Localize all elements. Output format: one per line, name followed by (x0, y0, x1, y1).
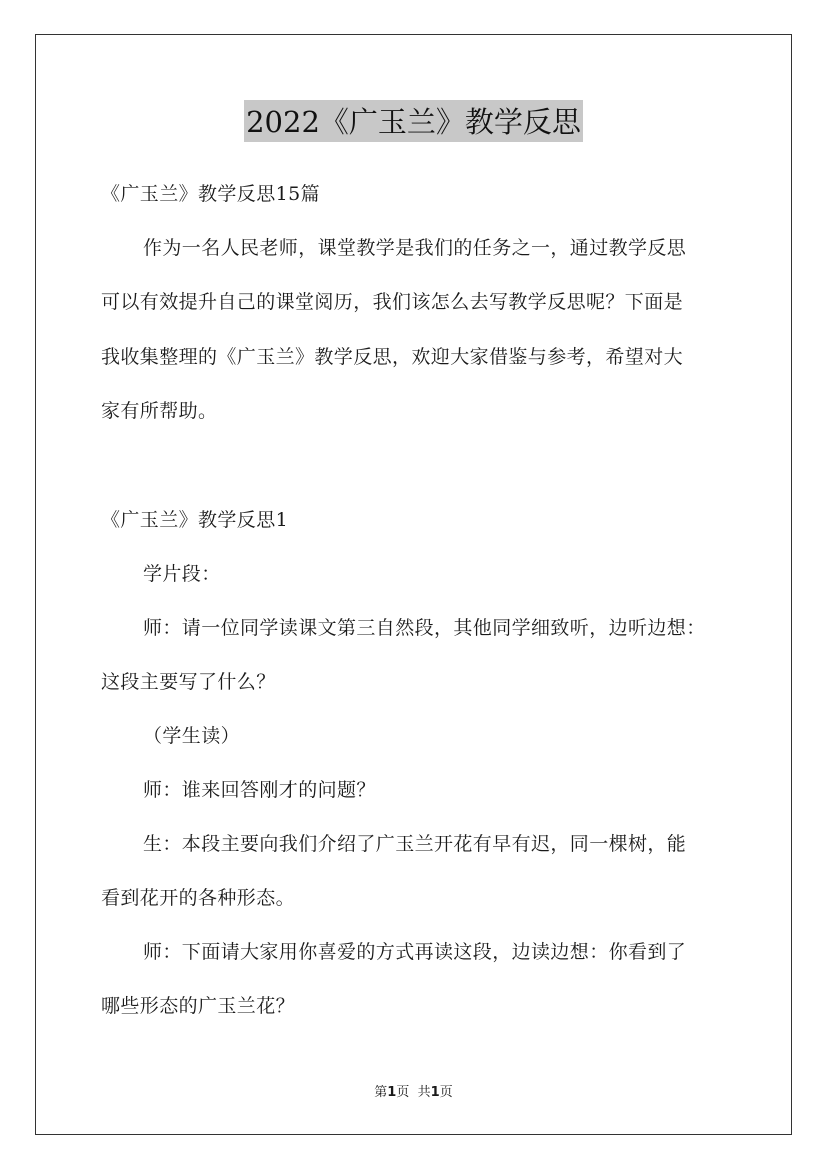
footer-total-unit: 页 (439, 1085, 453, 1100)
body-line: （学生读） (143, 725, 241, 747)
subtitle: 《广玉兰》教学反思15篇 (101, 183, 320, 205)
footer-total-number: 1 (430, 1085, 440, 1100)
body-line: 哪些形态的广玉兰花？ (101, 995, 296, 1017)
document-title (0, 100, 827, 144)
body-line: 师：下面请大家用你喜爱的方式再读这段，边读边想：你看到了 (143, 941, 687, 963)
footer-page-number: 1 (387, 1085, 397, 1100)
footer-page-unit: 页 (396, 1085, 410, 1100)
body-line: 师：谁来回答刚才的问题？ (143, 779, 376, 801)
section-heading: 《广玉兰》教学反思1 (101, 509, 289, 531)
intro-line: 家有所帮助。 (101, 400, 218, 422)
body-line: 这段主要写了什么？ (101, 671, 276, 693)
intro-line: 我收集整理的《广玉兰》教学反思，欢迎大家借鉴与参考，希望对大 (101, 346, 684, 368)
page-footer (0, 1085, 827, 1101)
body-line: 师：请一位同学读课文第三自然段，其他同学细致听，边听边想： (143, 617, 706, 639)
intro-line: 作为一名人民老师，课堂教学是我们的任务之一，通过教学反思 (143, 237, 687, 259)
footer-total-label: 共 (417, 1085, 431, 1100)
body-line: 看到花开的各种形态。 (101, 887, 296, 909)
body-line: 生：本段主要向我们介绍了广玉兰开花有早有迟，同一棵树，能 (143, 833, 687, 855)
footer-page-label: 第 (374, 1085, 388, 1100)
intro-line: 可以有效提升自己的课堂阅历，我们该怎么去写教学反思呢？下面是 (101, 291, 684, 313)
body-line: 学片段： (143, 563, 221, 585)
document-title-text: 2022《广玉兰》教学反思 (244, 100, 583, 142)
